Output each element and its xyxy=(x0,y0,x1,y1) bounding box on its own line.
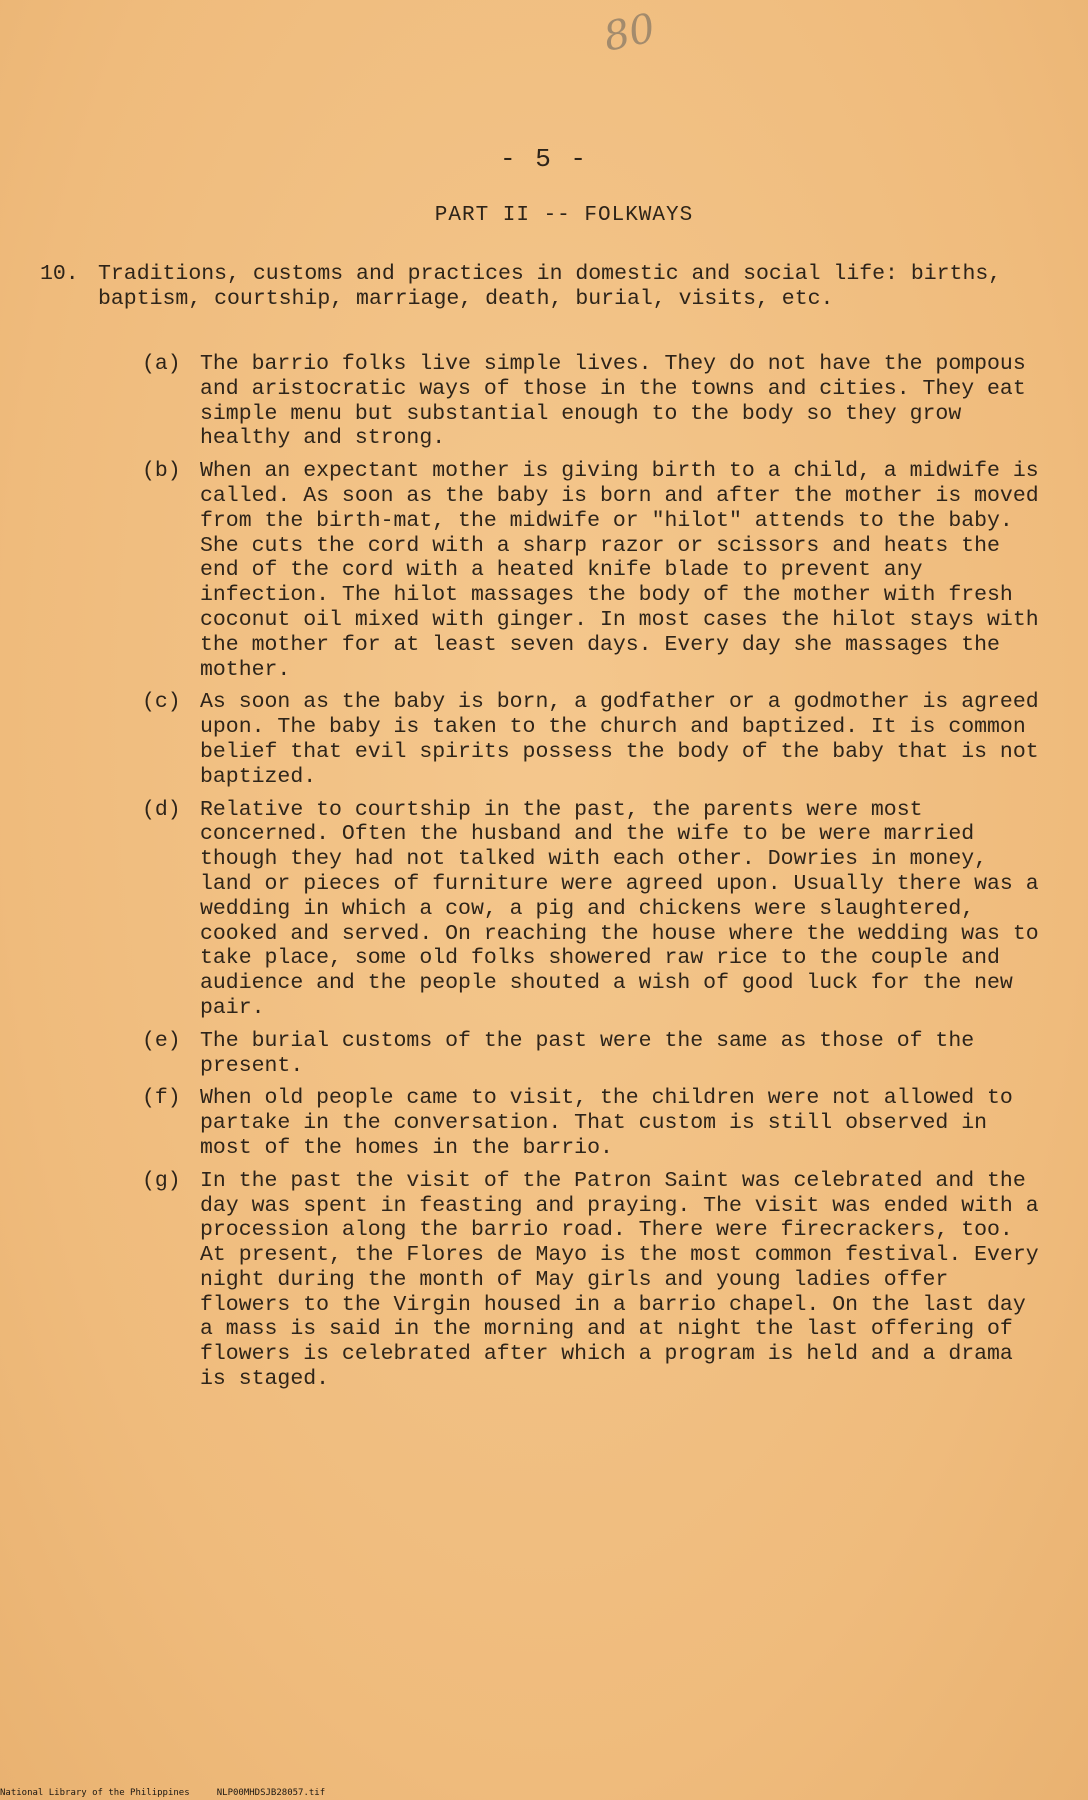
list-item xyxy=(142,1086,1042,1160)
list-item xyxy=(142,798,1042,1021)
item-label: (b) xyxy=(142,459,181,484)
item-label: (f) xyxy=(142,1086,181,1111)
item-label: (g) xyxy=(142,1168,181,1193)
item-text: The burial customs of the past were the same as those of the present. xyxy=(200,1028,975,1078)
list-item xyxy=(142,690,1042,789)
item-text: In the past the visit of the Patron Saint was celebrated and the day was spent in feasting and praying. The visit was ended with a procession along the barrio road. There were firecrackers, too. At present, the Flores de Mayo is the most common festival. Every night during the month of May girls and young ladies offer flowers to the Virgin housed in a barrio chapel. On the last day a mass is said in the morning and at night the last offering of flowers is celebrated after which a program is held and a drama is staged. xyxy=(200,1168,1039,1392)
item-label: (d) xyxy=(142,797,181,822)
item-text: The barrio folks live simple lives. They do not have the pompous and aristocratic ways of those in the towns and cities. They eat simple menu but substantial enough to the body so they grow healthy and strong. xyxy=(200,352,1026,451)
list-item xyxy=(142,1029,1042,1079)
page-number: - 5 - xyxy=(499,144,588,174)
item-list xyxy=(142,352,1042,1400)
part-title: PART II -- FOLKWAYS xyxy=(434,204,694,227)
section-number: 10. xyxy=(40,262,79,286)
item-text: When old people came to visit, the children were not allowed to partake in the conversation. That custom is still observed in most of the homes in the barrio. xyxy=(200,1086,1013,1160)
list-item xyxy=(142,459,1042,682)
footer-library: National Library of the Philippines xyxy=(0,1788,190,1798)
item-text: When an expectant mother is giving birth to a child, a midwife is called. As soon as the baby is born and after the mother is moved from the birth-mat, the midwife or "hilot" attends to the baby. She cuts the cord with a sharp razor or scissors and heats the end of the cord with a heated knife blade to prevent any infection. The hilot massages the body of the mother with fresh coconut oil mixed with ginger. In most cases the hilot stays with the mother for at least seven days. Every day she massages the mother. xyxy=(200,459,1039,682)
section-heading: Traditions, customs and practices in domestic and social life: births, baptism, courtship, marriage, death, burial, visits, etc. xyxy=(98,262,1002,311)
item-label: (e) xyxy=(142,1028,181,1053)
list-item xyxy=(142,1169,1042,1392)
list-item xyxy=(142,352,1042,451)
item-text: As soon as the baby is born, a godfather or a godmother is agreed upon. The baby is taken to the church and baptized. It is common belief that evil spirits possess the body of the baby that is not baptized. xyxy=(200,690,1039,789)
item-text: Relative to courtship in the past, the parents were most concerned. Often the husband and the wife to be were married though they had not talked with each other. Dowries in money, land or pieces of furniture were agreed upon. Usually there was a wedding in which a cow, a pig and chickens were slaughtered, cooked and served. On reaching the house where the wedding was to take place, some old folks showered raw rice to the couple and audience and the people shouted a wish of good luck for the new pair. xyxy=(200,797,1039,1020)
item-label: (a) xyxy=(142,352,181,376)
section-10 xyxy=(40,262,1030,312)
handwritten-page-mark: 80 xyxy=(599,5,660,61)
footer-file-id: NLP00MHDSJB28057.tif xyxy=(216,1788,326,1798)
item-label: (c) xyxy=(142,690,181,715)
footer xyxy=(0,1788,325,1798)
